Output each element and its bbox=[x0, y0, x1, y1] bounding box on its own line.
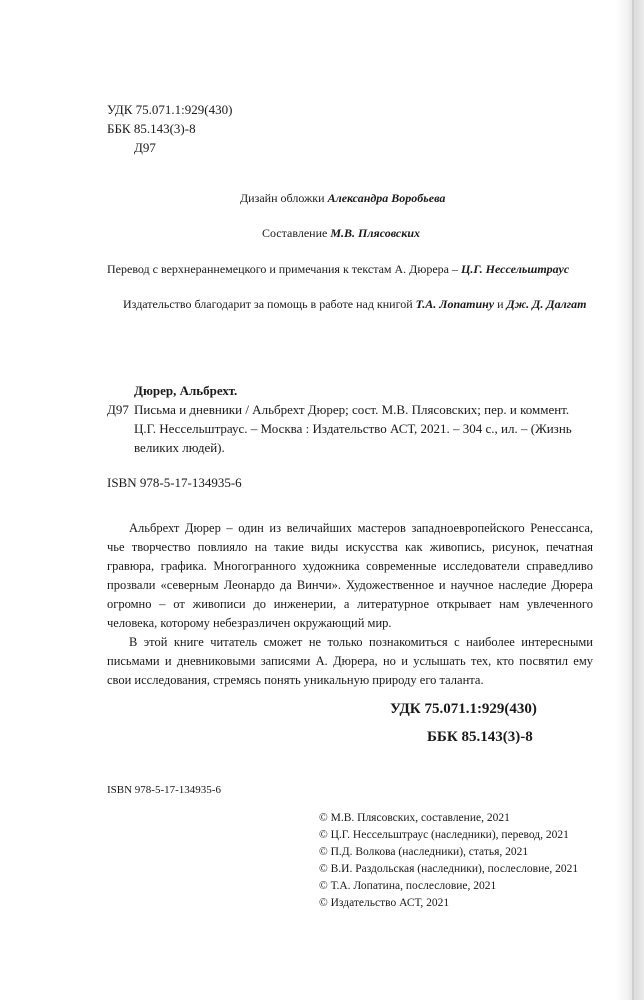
copyright-line: © М.В. Плясовских, составление, 2021 bbox=[319, 812, 510, 824]
header-bbk: ББК 85.143(3)-8 bbox=[107, 121, 196, 136]
header-udk: УДК 75.071.1:929(430) bbox=[107, 102, 233, 117]
bottom-bbk: ББК 85.143(3)-8 bbox=[427, 729, 533, 745]
credit-cover bbox=[240, 192, 445, 204]
credit-compiler-name: М.В. Плясовских bbox=[330, 226, 421, 240]
catalog-mark: Д97 bbox=[107, 402, 129, 417]
credit-cover-name: Александра Воробьева bbox=[327, 191, 446, 205]
credit-translation-prefix: Перевод с верхнераннемецкого и примечания к текстам А. Дюрера – bbox=[107, 262, 458, 276]
catalog-line1: Письма и дневники / Альбрехт Дюрер; сост. М.В. Плясовских; пер. и коммент. bbox=[134, 402, 570, 417]
credit-thanks bbox=[123, 298, 587, 310]
copyright-line: © Ц.Г. Нессельштраус (наследники), перевод, 2021 bbox=[319, 829, 569, 841]
page-edge bbox=[616, 0, 644, 1000]
header-author-mark: Д97 bbox=[134, 140, 156, 155]
credit-compiler bbox=[262, 227, 420, 239]
credit-compiler-prefix: Составление bbox=[262, 226, 328, 240]
annotation-paragraph-2: В этой книге читатель сможет не только познакомиться с наиболее интересными письмами и дневниковыми записями А. Дюрера, но и услышать тех, кто посвятил ему свои исследования, стремясь понять уникальную природу его таланта. bbox=[107, 635, 593, 687]
catalog-isbn: ISBN 978-5-17-134935-6 bbox=[107, 475, 242, 490]
copyright-line: © Издательство АСТ, 2021 bbox=[319, 897, 450, 909]
copyright-line: © Т.А. Лопатина, послесловие, 2021 bbox=[319, 880, 497, 892]
page-edge-line bbox=[632, 0, 634, 1000]
catalog-line2: Ц.Г. Нессельштраус. – Москва : Издательство АСТ, 2021. – 304 с., ил. – (Жизнь bbox=[134, 421, 572, 436]
annotation bbox=[107, 519, 593, 690]
copyright-line: © П.Д. Волкова (наследники), статья, 2021 bbox=[319, 846, 529, 858]
catalog-author: Дюрер, Альбрехт. bbox=[134, 383, 238, 398]
credit-thanks-name1: Т.А. Лопатину bbox=[415, 297, 495, 311]
footer-isbn: ISBN 978-5-17-134935-6 bbox=[107, 784, 221, 796]
bottom-udk: УДК 75.071.1:929(430) bbox=[390, 701, 537, 717]
credit-translation bbox=[107, 263, 569, 275]
annotation-paragraph-1: Альбрехт Дюрер – один из величайших мастеров западноевропейского Ренессанса, чье творчество повлияло на такие виды искусства как живопись, рисунок, печатная гравюра, графика. Многогранного художника современные исследователи справедливо прозвали «северным Леонардо да Винчи». Художественное и научное наследие Дюрера огромно – от живописи до инженерии, а литературное открывает нам увлеченного человека, которому небезразличен окружающий мир. bbox=[107, 521, 593, 630]
credit-thanks-prefix: Издательство благодарит за помощь в работе над книгой bbox=[123, 297, 413, 311]
credit-thanks-and: и bbox=[497, 297, 504, 311]
credit-cover-prefix: Дизайн обложки bbox=[240, 191, 325, 205]
catalog-line3: великих людей). bbox=[134, 440, 225, 455]
credit-translation-name: Ц.Г. Нессельштраус bbox=[461, 262, 570, 276]
copyright-line: © В.И. Раздольская (наследники), послесловие, 2021 bbox=[319, 863, 579, 875]
credit-thanks-name2: Дж. Д. Далгат bbox=[506, 297, 587, 311]
